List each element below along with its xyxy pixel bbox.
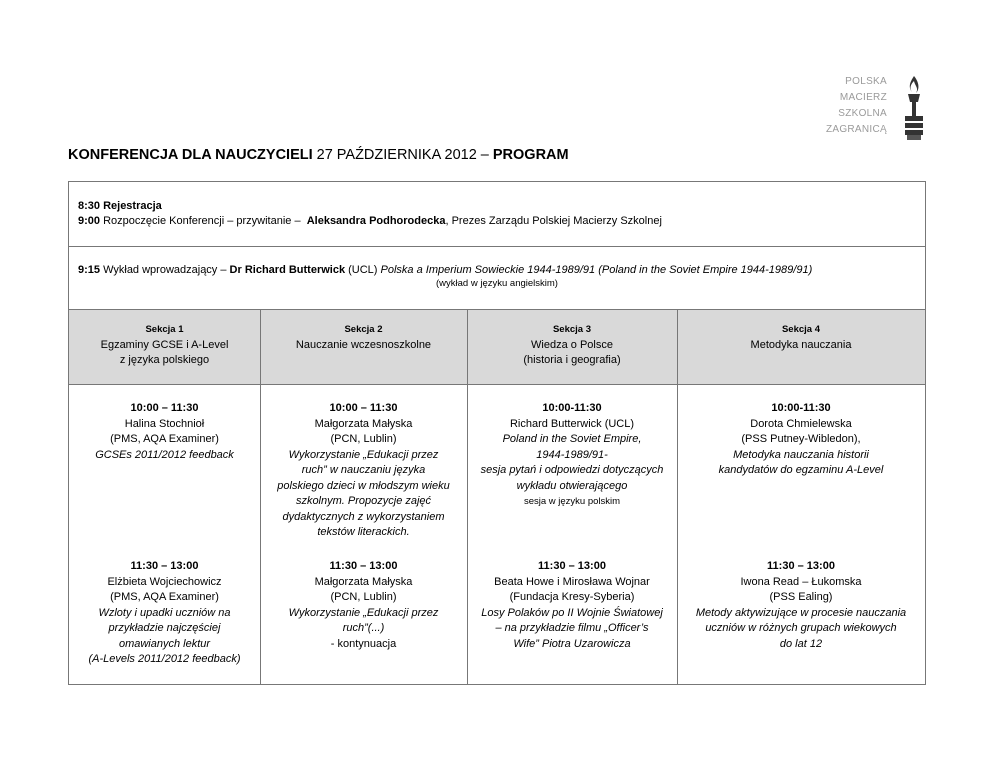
session-line: (PSS Putney-Wibledon), bbox=[741, 433, 861, 445]
lecture-time: 9:15 bbox=[78, 264, 101, 276]
session-topic: wykładu otwierającego bbox=[516, 479, 628, 492]
opening-role: , Prezes Zarządu Polskiej Macierzy Szkolnej bbox=[445, 215, 662, 227]
session-topic: Wykorzystanie „Edukacji przez bbox=[288, 606, 439, 619]
session-topic: Wzloty i upadki uczniów na bbox=[98, 606, 231, 619]
program-table bbox=[68, 181, 926, 685]
session-topic: omawianych lektur bbox=[118, 637, 211, 650]
opening-time: 9:00 bbox=[78, 215, 101, 227]
section-header bbox=[467, 322, 677, 369]
section-title: Nauczanie wczesnoszkolne bbox=[295, 338, 432, 351]
session-line: (PCN, Lublin) bbox=[330, 433, 397, 445]
section-header bbox=[677, 322, 925, 353]
logo-line: POLSKA bbox=[845, 76, 887, 87]
registration-line: 8:30 Rejestracja bbox=[78, 200, 162, 212]
opening-text: Rozpoczęcie Konferencji – przywitanie – bbox=[100, 215, 304, 227]
section-label: Sekcja 1 bbox=[145, 324, 184, 335]
section-title: Metodyka nauczania bbox=[750, 338, 852, 351]
session-topic: Wykorzystanie „Edukacji przez bbox=[288, 448, 439, 461]
session-topic: tekstów literackich. bbox=[317, 526, 410, 538]
session-am bbox=[69, 401, 260, 463]
session-am bbox=[260, 401, 467, 541]
title-date: 27 PAŹDZIERNIKA 2012 – bbox=[312, 147, 493, 163]
logo-line: SZKOLNA bbox=[838, 108, 887, 119]
session-time: 10:00 – 11:30 bbox=[329, 402, 398, 414]
lecture-text: Wykład wprowadzający – bbox=[100, 264, 230, 276]
session-topic: (A-Levels 2011/2012 feedback) bbox=[88, 653, 241, 665]
section-header bbox=[69, 322, 260, 369]
section-title: Wiedza o Polsce bbox=[531, 338, 613, 351]
session-topic: GCSEs 2011/2012 feedback bbox=[95, 448, 234, 461]
session-line: (PMS, AQA Examiner) bbox=[110, 591, 219, 603]
session-line: (PSS Ealing) bbox=[769, 591, 833, 603]
session-topic: – na przykładzie filmu „Officer’s bbox=[495, 622, 649, 634]
logo-line: MACIERZ bbox=[839, 92, 887, 103]
section-label: Sekcja 4 bbox=[781, 324, 821, 335]
session-time: 10:00 – 11:30 bbox=[130, 402, 199, 414]
section-label: Sekcja 3 bbox=[552, 324, 592, 335]
session-time: 10:00-11:30 bbox=[771, 402, 831, 414]
session-pm bbox=[467, 559, 677, 652]
session-line: Elżbieta Wojciechowicz bbox=[107, 575, 222, 588]
session-line: Richard Butterwick (UCL) bbox=[509, 417, 635, 430]
divider bbox=[69, 246, 925, 247]
session-topic: Metody aktywizujące w procesie nauczania bbox=[695, 606, 907, 619]
section-title: (historia i geografia) bbox=[523, 354, 621, 366]
session-line: (PCN, Lublin) bbox=[330, 591, 397, 603]
page-title bbox=[68, 147, 569, 163]
session-topic: do lat 12 bbox=[779, 637, 823, 650]
session-line: Małgorzata Małyska bbox=[314, 417, 413, 430]
section-header bbox=[260, 322, 467, 353]
divider bbox=[69, 384, 925, 385]
session-time: 11:30 – 13:00 bbox=[767, 560, 835, 572]
lecture-block bbox=[78, 263, 812, 278]
section-label: Sekcja 2 bbox=[344, 324, 383, 335]
session-topic: polskiego dzieci w młodszym wieku bbox=[277, 479, 450, 492]
title-bold: KONFERENCJA DLA NAUCZYCIELI bbox=[68, 147, 313, 163]
session-topic: Wife” Piotra Uzarowicza bbox=[513, 637, 631, 650]
session-topic: uczniów w różnych grupach wiekowych bbox=[705, 622, 897, 634]
section-title: Egzaminy GCSE i A-Level bbox=[100, 338, 229, 351]
logo bbox=[815, 74, 925, 146]
session-topic: Metodyka nauczania historii bbox=[733, 448, 869, 461]
session-pm bbox=[260, 559, 467, 652]
session-line: Dorota Chmielewska bbox=[750, 417, 852, 430]
session-topic: Losy Polaków po II Wojnie Światowej bbox=[481, 606, 663, 619]
session-topic: kandydatów do egzaminu A-Level bbox=[718, 464, 884, 476]
lecture-note: (wykład w języku angielskim) bbox=[436, 278, 558, 289]
session-topic: ruch”(...) bbox=[342, 622, 385, 634]
session-topic: sesja pytań i odpowiedzi dotyczących bbox=[480, 464, 664, 476]
session-line: (PMS, AQA Examiner) bbox=[110, 433, 219, 445]
session-topic: ruch” w nauczaniu języka bbox=[301, 464, 426, 476]
session-continuation: - kontynuacja bbox=[330, 637, 397, 650]
session-time: 11:30 – 13:00 bbox=[329, 560, 398, 572]
session-am bbox=[677, 401, 925, 479]
section-title: z języka polskiego bbox=[119, 354, 210, 366]
session-line: (Fundacja Kresy-Syberia) bbox=[509, 591, 635, 603]
lecture-affil: (UCL) bbox=[345, 264, 381, 276]
session-note: sesja w języku polskim bbox=[523, 496, 621, 507]
intro-block bbox=[78, 199, 662, 229]
session-time: 11:30 – 13:00 bbox=[130, 560, 199, 572]
lecture-topic: Polska a Imperium Sowieckie 1944-1989/91 (Poland in the Soviet Empire 1944-1989/91) bbox=[380, 264, 813, 276]
session-topic: Poland in the Soviet Empire, bbox=[502, 433, 642, 445]
lecture-speaker: Dr Richard Butterwick bbox=[229, 264, 346, 276]
torch-emblem-icon bbox=[903, 74, 925, 142]
title-program: PROGRAM bbox=[492, 147, 569, 163]
session-topic: przykładzie najczęściej bbox=[108, 622, 221, 634]
session-time: 10:00-11:30 bbox=[542, 402, 602, 414]
session-pm bbox=[69, 559, 260, 668]
session-line: Halina Stochnioł bbox=[124, 417, 205, 430]
session-line: Beata Howe i Mirosława Wojnar bbox=[494, 575, 650, 588]
session-topic: szkolnym. Propozycje zajęć bbox=[295, 495, 432, 507]
logo-line: ZAGRANICĄ bbox=[825, 124, 887, 135]
session-am bbox=[467, 401, 677, 510]
session-pm bbox=[677, 559, 925, 652]
opening-speaker: Aleksandra Podhorodecka bbox=[306, 215, 446, 227]
session-line: Iwona Read – Łukomska bbox=[740, 575, 862, 588]
session-topic: 1944-1989/91- bbox=[536, 448, 608, 461]
session-line: Małgorzata Małyska bbox=[314, 575, 413, 588]
session-topic: dydaktycznych z wykorzystaniem bbox=[282, 510, 445, 523]
logo-text bbox=[815, 74, 887, 138]
session-time: 11:30 – 13:00 bbox=[538, 560, 606, 572]
